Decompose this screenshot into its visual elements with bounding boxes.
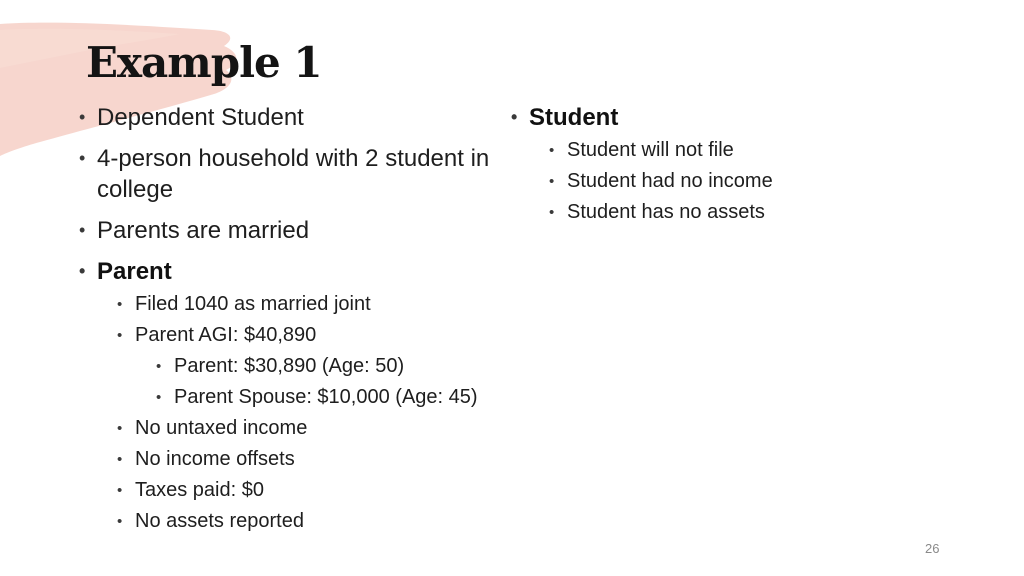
bullet-household: • 4-person household with 2 student in college xyxy=(78,143,518,205)
page-number: 26 xyxy=(925,541,940,556)
parent-taxes-paid: • Taxes paid: $0 xyxy=(116,475,518,506)
bullet-dependent-student: • Dependent Student xyxy=(78,102,518,133)
bullet-student-heading: • Student xyxy=(510,102,950,133)
agi-spouse-detail: • Parent Spouse: $10,000 (Age: 45) xyxy=(155,382,518,413)
parent-income-offsets: • No income offsets xyxy=(116,444,518,475)
slide-title: Example 1 xyxy=(86,38,322,87)
bullet-parent-heading: • Parent xyxy=(78,256,518,287)
bullet-parents-married: • Parents are married xyxy=(78,215,518,246)
parent-untaxed-income: • No untaxed income xyxy=(116,413,518,444)
student-will-not-file: • Student will not file xyxy=(548,135,950,166)
parent-filed-1040: • Filed 1040 as married joint xyxy=(116,289,518,320)
right-bullet-list xyxy=(510,102,950,228)
parent-agi: • Parent AGI: $40,890 xyxy=(116,320,518,351)
student-no-income: • Student had no income xyxy=(548,166,950,197)
left-bullet-list xyxy=(78,102,518,537)
student-no-assets: • Student has no assets xyxy=(548,197,950,228)
agi-parent-detail: • Parent: $30,890 (Age: 50) xyxy=(155,351,518,382)
parent-assets: • No assets reported xyxy=(116,506,518,537)
